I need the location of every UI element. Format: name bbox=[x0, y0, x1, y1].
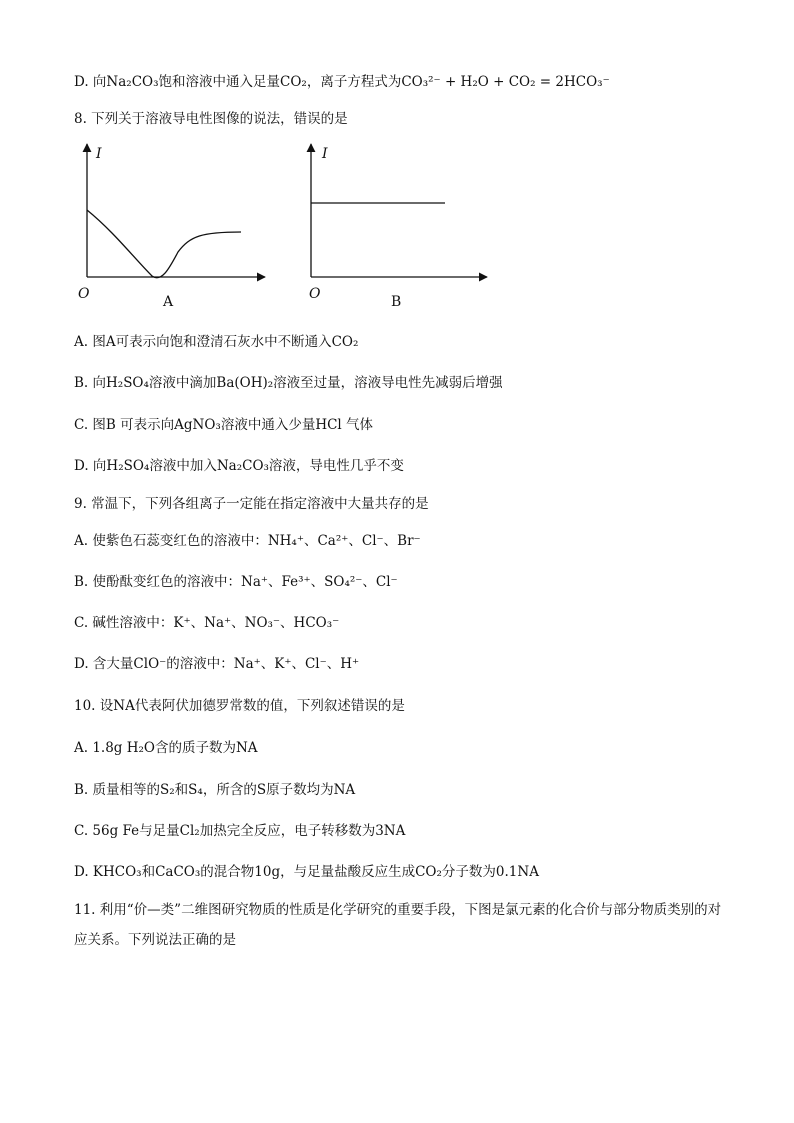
q11-stem: 11. 利用“价—类”二维图研究物质的性质是化学研究的重要手段，下图是氯元素的化合价与部分物质类别的对应关系。下列说法正确的是 bbox=[74, 902, 722, 948]
q10-option-a: A. 1.8g H₂O含的质子数为NA bbox=[74, 740, 258, 756]
q8-stem: 8. 下列关于溶液导电性图像的说法，错误的是 bbox=[74, 111, 348, 127]
graph-a-curve bbox=[87, 210, 241, 278]
q9-option-c: C. 碱性溶液中：K⁺、Na⁺、NO₃⁻、HCO₃⁻ bbox=[74, 615, 340, 631]
graph-a-origin: O bbox=[78, 286, 90, 302]
graph-a bbox=[74, 140, 284, 315]
q9-option-a: A. 使紫色石蕊变红色的溶液中：NH₄⁺、Ca²⁺、Cl⁻、Br⁻ bbox=[74, 533, 421, 549]
q10-option-b: B. 质量相等的S₂和S₄，所含的S原子数均为NA bbox=[74, 782, 356, 798]
q8-option-c: C. 图B 可表示向AgNO₃溶液中通入少量HCl 气体 bbox=[74, 417, 374, 433]
q8-option-a: A. 图A可表示向饱和澄清石灰水中不断通入CO₂ bbox=[74, 334, 359, 350]
graph-a-y-label: I bbox=[96, 146, 102, 162]
q8-option-b: B. 向H₂SO₄溶液中滴加Ba(OH)₂溶液至过量，溶液导电性先减弱后增强 bbox=[74, 375, 503, 391]
q7-option-d: D. 向Na₂CO₃饱和溶液中通入足量CO₂，离子方程式为CO₃²⁻ + H₂O + CO₂ = 2HCO₃⁻ bbox=[74, 74, 610, 90]
q10-option-c: C. 56g Fe与足量Cl₂加热完全反应，电子转移数为3NA bbox=[74, 823, 406, 839]
graph-b-origin: O bbox=[309, 286, 321, 302]
q9-option-d: D. 含大量ClO⁻的溶液中：Na⁺、K⁺、Cl⁻、H⁺ bbox=[74, 656, 360, 672]
graph-b bbox=[298, 140, 508, 315]
q10-option-d: D. KHCO₃和CaCO₃的混合物10g，与足量盐酸反应生成CO₂分子数为0.1NA bbox=[74, 864, 539, 880]
q9-stem: 9. 常温下，下列各组离子一定能在指定溶液中大量共存的是 bbox=[74, 496, 429, 512]
graph-b-y-label: I bbox=[322, 146, 328, 162]
graph-b-caption: B bbox=[391, 294, 402, 310]
q8-option-d: D. 向H₂SO₄溶液中加入Na₂CO₃溶液，导电性几乎不变 bbox=[74, 458, 404, 474]
q9-option-b: B. 使酚酞变红色的溶液中：Na⁺、Fe³⁺、SO₄²⁻、Cl⁻ bbox=[74, 574, 398, 590]
q10-stem: 10. 设NA代表阿伏加德罗常数的值，下列叙述错误的是 bbox=[74, 698, 405, 714]
graph-a-caption: A bbox=[163, 294, 174, 310]
